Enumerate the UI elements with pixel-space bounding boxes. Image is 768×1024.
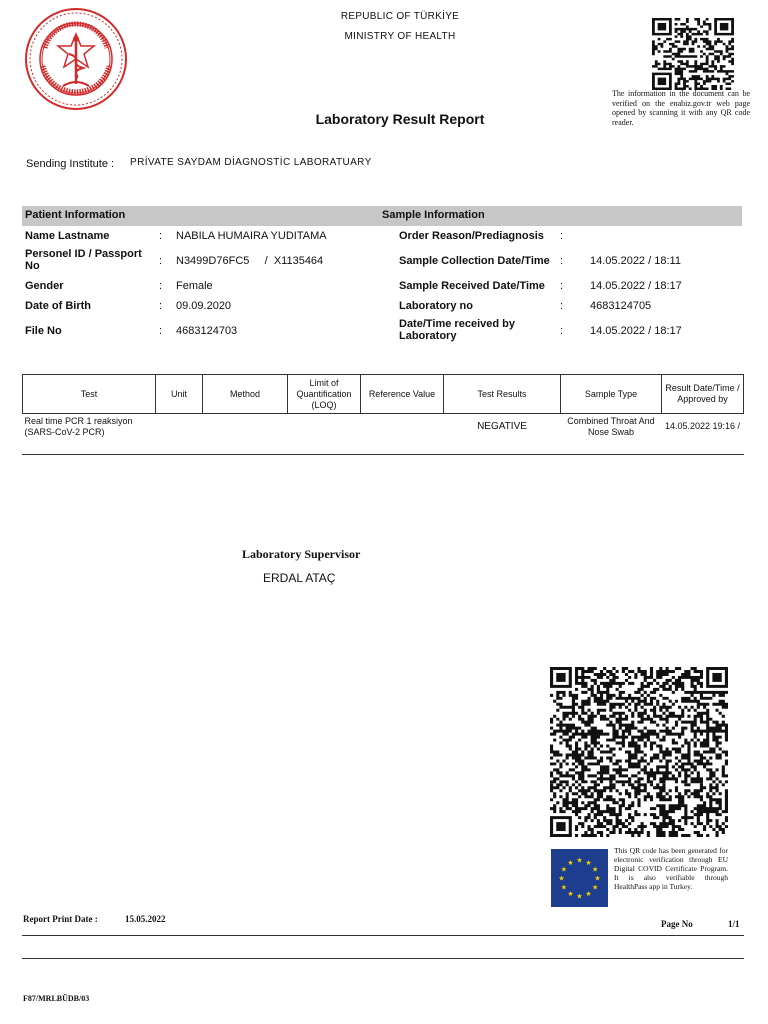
name-value: NABILA HUMAIRA YUDITAMA (176, 230, 327, 242)
svg-text:★: ★ (560, 884, 568, 892)
personal-id-value: N3499D76FC5 / X1135464 (176, 255, 324, 267)
colon: : (560, 280, 564, 292)
ministry-heading: MINISTRY OF HEALTH (344, 31, 456, 42)
republic-heading: REPUBLIC OF TÜRKİYE (340, 11, 460, 22)
collection-datetime-label: Sample Collection Date/Time (399, 255, 550, 267)
cell-result: NEGATIVE (477, 421, 527, 432)
dob-label: Date of Birth (25, 300, 91, 312)
print-date-label: Report Print Date : (23, 914, 98, 924)
eu-dcc-qr-code (550, 667, 728, 837)
colon: : (560, 255, 564, 267)
received-datetime-label: Sample Received Date/Time (399, 280, 545, 292)
svg-text:★: ★ (585, 859, 592, 867)
colon: : (159, 255, 163, 267)
colon: : (560, 300, 564, 312)
colon: : (560, 325, 564, 337)
cell-loq (288, 414, 361, 441)
column-header-results: Test Results (444, 375, 561, 414)
patient-information-heading: Patient Information (25, 209, 126, 221)
column-header-sample-type: Sample Type (561, 375, 662, 414)
form-code: F87/MRLBÜDB/03 (23, 994, 90, 1003)
supervisor-title: Laboratory Supervisor (242, 547, 361, 561)
print-date-value: 15.05.2022 (125, 914, 166, 924)
lab-received-value: 14.05.2022 / 18:17 (590, 325, 682, 337)
gender-value: Female (176, 280, 213, 292)
name-label: Name Lastname (25, 230, 110, 242)
svg-text:★: ★ (591, 884, 599, 892)
cell-reference (361, 414, 444, 441)
colon: : (159, 300, 163, 312)
gender-label: Gender (25, 280, 64, 292)
eu-flag-icon (551, 849, 608, 907)
column-header-result-date: Result Date/Time / Approved by (662, 375, 744, 414)
svg-text:★: ★ (576, 857, 583, 865)
cell-sample-type: Combined Throat And Nose Swab (567, 416, 655, 437)
svg-text:★: ★ (576, 893, 583, 901)
collection-datetime-value: 14.05.2022 / 18:11 (590, 255, 681, 267)
qr-verification-note: The information in the document can be verified on the enabiz.gov.tr web page opened by scanning it with any QR code reader. (612, 89, 750, 127)
page-no-value: 1/1 (728, 919, 740, 929)
svg-text:★: ★ (591, 866, 599, 874)
sending-institute-value: PRİVATE SAYDAM DİAGNOSTİC LABORATUARY (130, 157, 372, 168)
cell-result-date: 14.05.2022 19:16 / (664, 421, 741, 431)
file-no-label: File No (25, 325, 62, 337)
column-header-unit: Unit (156, 375, 203, 414)
colon: : (159, 230, 163, 242)
personal-id-label: Personel ID / Passport No (25, 248, 142, 272)
svg-text:★: ★ (560, 866, 568, 874)
sample-information-heading: Sample Information (382, 209, 485, 221)
sending-institute-label: Sending Institute : (26, 158, 115, 170)
eu-dcc-note: This QR code has been generated for electronic verification through EU Digital COVID Certificate Program. It is also verifiable through HealthPass app in Turkey. (614, 846, 728, 891)
footer-line-top (22, 935, 744, 936)
report-title: Laboratory Result Report (315, 111, 485, 127)
table-row (23, 414, 744, 441)
svg-text:★: ★ (567, 891, 574, 899)
svg-text:★: ★ (594, 875, 601, 883)
received-datetime-value: 14.05.2022 / 18:17 (590, 280, 682, 292)
svg-text:★: ★ (567, 859, 574, 867)
colon: : (159, 325, 163, 337)
svg-text:★: ★ (585, 891, 592, 899)
colon: : (560, 230, 564, 242)
table-bottom-line (22, 454, 744, 455)
dob-value: 09.09.2020 (176, 300, 232, 312)
column-header-test: Test (23, 375, 156, 414)
section-header-band (22, 206, 742, 226)
column-header-loq: Limit of Quantification (LOQ) (288, 375, 361, 414)
results-table (22, 374, 744, 440)
svg-text:★: ★ (558, 875, 565, 883)
page-no-label: Page No (661, 919, 693, 929)
cell-unit (156, 414, 203, 441)
laboratory-no-label: Laboratory no (399, 300, 473, 312)
supervisor-name: ERDAL ATAÇ (263, 571, 336, 585)
lab-received-label: Date/Time received by Laboratory (399, 318, 515, 342)
order-reason-label: Order Reason/Prediagnosis (399, 230, 544, 242)
verification-qr-code (652, 18, 734, 90)
colon: : (159, 280, 163, 292)
laboratory-no-value: 4683124705 (590, 300, 652, 312)
footer-line-bottom (22, 958, 744, 959)
column-header-reference: Reference Value (361, 375, 444, 414)
file-no-value: 4683124703 (176, 325, 238, 337)
column-header-method: Method (203, 375, 288, 414)
cell-test: Real time PCR 1 reaksiyon (SARS-CoV-2 PCR) (24, 416, 133, 437)
cell-method (203, 414, 288, 441)
